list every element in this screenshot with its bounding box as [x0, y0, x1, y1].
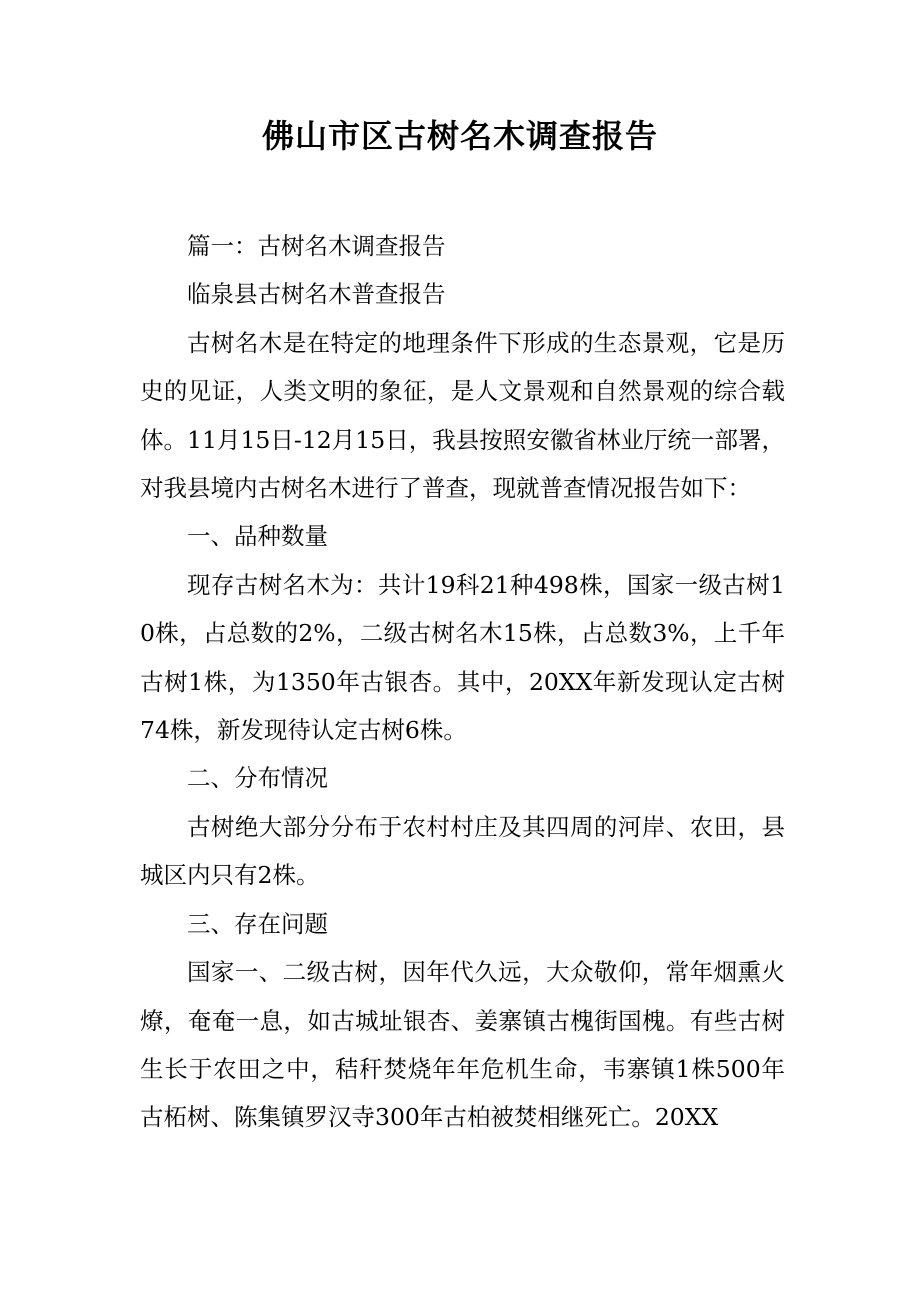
section-heading-part-one: 篇一：古树名木调查报告 [187, 232, 446, 260]
section-heading-distribution: 二、分布情况 [187, 764, 328, 793]
distribution-paragraph: 古树绝大部分分布于农村村庄及其四周的河岸、农田，县城区内只有2株。 [140, 812, 785, 890]
problems-paragraph: 国家一、二级古树，因年代久远，大众敬仰，常年烟熏火燎，奄奄一息，如古城址银杏、姜寨镇古槐街国槐。有些古树生长于农田之中，秸秆焚烧年年危机生命，韦寨镇1株500年古柘树、陈集镇罗汉寺300年古柏被焚相继死亡。20XX [140, 958, 785, 1132]
intro-paragraph: 古树名木是在特定的地理条件下形成的生态景观，它是历史的见证，人类文明的象征，是人文景观和自然景观的综合载体。11月15日-12月15日，我县按照安徽省林业厅统一部署，对我县境内古树名木进行了普查，现就普查情况报告如下： [140, 328, 785, 503]
species-quantity-paragraph: 现存古树名木为：共计19科21种498株，国家一级古树10株，占总数的2%，二级古树名木15株，占总数3%，上千年古树1株，为1350年古银杏。其中，20XX年新发现认定古树74株，新发现待认定古树6株。 [140, 570, 785, 745]
section-heading-problems: 三、存在问题 [187, 909, 328, 938]
section-heading-species-quantity: 一、品种数量 [187, 522, 328, 551]
document-body [140, 222, 785, 1142]
report-subtitle: 临泉县古树名木普查报告 [187, 280, 446, 309]
document-title: 佛山市区古树名木调查报告 [261, 117, 658, 155]
